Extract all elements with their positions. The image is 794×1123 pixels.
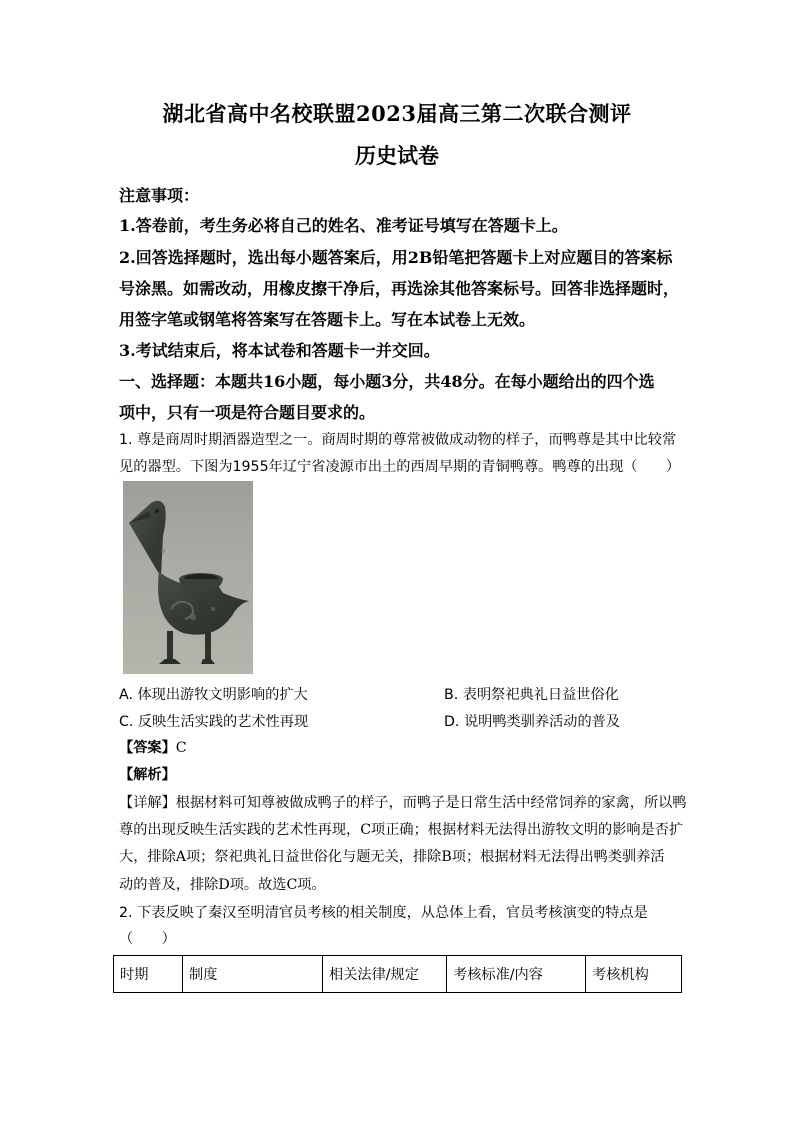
- table-header-cell: 考核机构: [586, 956, 682, 993]
- analysis-label: 【解析】: [119, 767, 176, 783]
- detail-line: 【详解】根据材料可知尊被做成鸭子的样子，而鸭子是日常生活中经常饲养的家禽，所以鸭: [119, 795, 687, 811]
- question-2-stem: 2. 下表反映了秦汉至明清官员考核的相关制度，从总体上看，官员考核演变的特点是: [119, 905, 648, 921]
- notice-item: 用签字笔或钢笔将答案写在答题卡上。写在本试卷上无效。: [119, 310, 536, 329]
- question-2-stem-cont: （ ）: [119, 931, 176, 947]
- duck-zun-illustration: [123, 481, 253, 674]
- table-header-cell: 制度: [183, 956, 323, 993]
- answer-label: 【答案】: [119, 740, 176, 756]
- notice-item: 3.考试结束后，将本试卷和答题卡一并交回。: [119, 341, 440, 360]
- table-header-row: [114, 956, 682, 993]
- answer-line: [119, 737, 187, 757]
- notice-heading: 注意事项：: [119, 186, 200, 205]
- bronze-duck-zun-image: [123, 481, 253, 674]
- question-1-stem-cont: 见的器型。下图为1955年辽宁省凌源市出土的西周早期的青铜鸭尊。鸭尊的出现（ ）: [119, 459, 681, 475]
- notice-item: 1.答卷前，考生务必将自己的姓名、准考证号填写在答题卡上。: [119, 216, 568, 235]
- detail-line: 大，排除A项；祭祀典礼日益世俗化与题无关，排除B项；根据材料无法得出鸭类驯养活: [119, 849, 665, 865]
- exam-title: 湖北省高中名校联盟2023届高三第二次联合测评: [162, 101, 632, 126]
- question-2-table: [113, 955, 682, 993]
- detail-line: 尊的出现反映生活实践的艺术性再现，C项正确；根据材料无法得出游牧文明的影响是否扩: [119, 822, 684, 838]
- table-header-cell: 时期: [114, 956, 183, 993]
- notice-item: 号涂黑。如需改动，用橡皮擦干净后，再选涂其他答案标号。回答非选择题时，: [119, 279, 680, 298]
- section-heading: 一、选择题：本题共16小题，每小题3分，共48分。在每小题给出的四个选: [119, 372, 655, 391]
- table-header-cell: 考核标准/内容: [447, 956, 586, 993]
- exam-subject: 历史试卷: [355, 143, 439, 168]
- option-b: B. 表明祭祀典礼日益世俗化: [444, 687, 619, 703]
- detail-line: 动的普及，排除D项。故选C项。: [119, 877, 326, 893]
- question-1-stem: 1. 尊是商周时期酒器造型之一。商周时期的尊常被做成动物的样子，而鸭尊是其中比较常: [119, 432, 677, 448]
- notice-item: 2.回答选择题时，选出每小题答案后，用2B铅笔把答题卡上对应题目的答案标: [119, 248, 673, 267]
- option-d: D. 说明鸭类驯养活动的普及: [444, 714, 621, 730]
- option-c: C. 反映生活实践的艺术性再现: [119, 714, 309, 730]
- answer-value: C: [175, 740, 187, 756]
- table-header-cell: 相关法律/规定: [323, 956, 447, 993]
- section-heading-cont: 项中，只有一项是符合题目要求的。: [119, 403, 376, 422]
- option-a: A. 体现出游牧文明影响的扩大: [119, 687, 308, 703]
